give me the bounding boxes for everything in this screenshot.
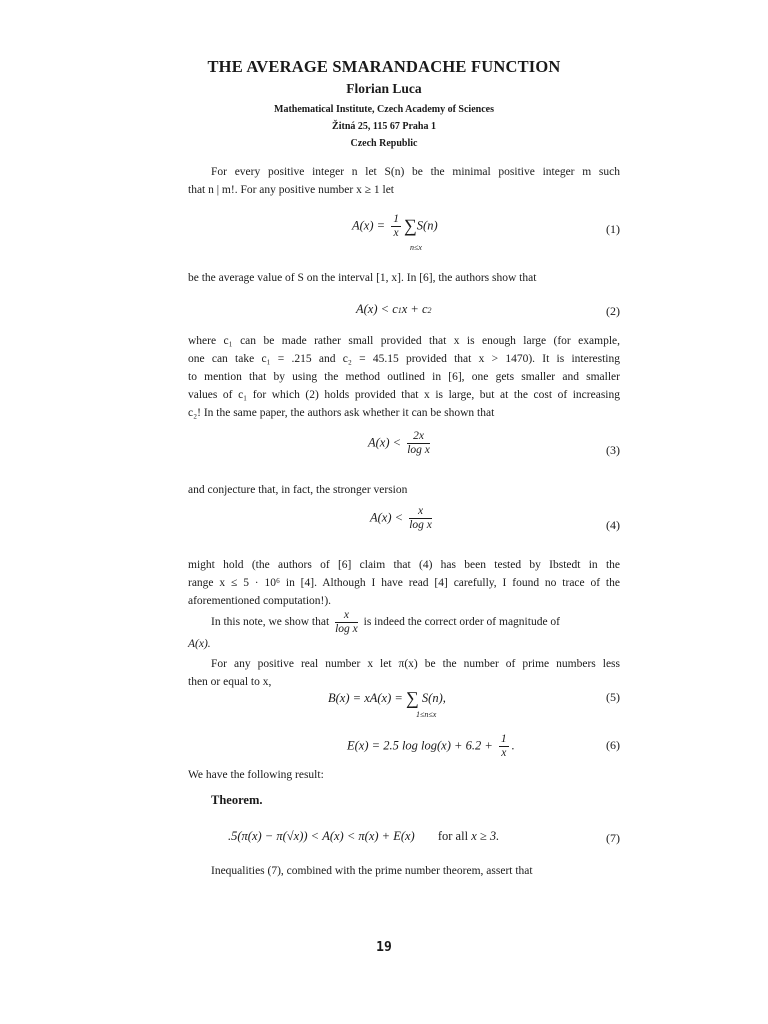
- paragraph-inequalities: [188, 862, 620, 880]
- paragraph-intro: [188, 163, 620, 199]
- paragraph-result: [188, 766, 620, 784]
- text-line: Inequalities (7), combined with the prime number theorem, assert that: [211, 865, 533, 877]
- equation-number-4: (4): [606, 518, 620, 532]
- paragraph-constants: [188, 332, 620, 422]
- equation-2: A(x) < c1x + c2: [356, 302, 432, 316]
- paragraph-average: [188, 269, 620, 287]
- text-line: then or equal to x,: [188, 676, 272, 688]
- affiliation-institute: Mathematical Institute, Czech Academy of Sciences: [274, 104, 494, 115]
- text-line: For every positive integer n let S(n) be the minimal positive integer m such: [211, 166, 620, 178]
- affiliation-country: Czech Republic: [350, 138, 418, 149]
- equation-4: A(x) < $\frac{x}{\text{log x}}$: [370, 505, 432, 531]
- text-line: and conjecture that, in fact, the stronger version: [188, 484, 408, 496]
- text-fragment: is indeed the correct order of magnitude of: [363, 616, 561, 629]
- equation-number-6: (6): [606, 738, 620, 752]
- text-line: might hold (the authors of [6] claim that (4) has been tested by Ibstedt in the: [188, 559, 620, 571]
- equation-5: B(x) = xA(x) = ∑ S(n), 1≤n≤x: [328, 688, 446, 719]
- theorem-heading: Theorem.: [211, 793, 263, 807]
- equation-1: A(x) = $\frac{1}{x}$ ∑S(n) n≤x: [352, 213, 438, 252]
- text-line: to mention that by using the method outlined in [6], one gets smaller and smaller: [188, 371, 620, 383]
- text-line: that n | m!. For any positive number x ≥ 1 let: [188, 184, 395, 196]
- text-line: A(x).: [188, 638, 211, 650]
- text-line: range x ≤ 5 · 10⁶ in [4]. Although I have read [4] carefully, I found no trace of the: [188, 577, 620, 589]
- text-line: For any positive real number x let π(x) be the number of prime numbers less: [211, 658, 620, 670]
- paragraph-prime: [188, 655, 620, 691]
- paragraph-conjecture: [188, 481, 620, 499]
- paragraph-ibstedt: [188, 556, 620, 610]
- text-line: one can take c₁ = .215 and c₂ = 45.15 provided that x > 1470). It is interesting: [188, 353, 620, 365]
- equation-number-3: (3): [606, 443, 620, 457]
- author-name: Florian Luca: [346, 81, 422, 96]
- paragraph-note: In this note, we show that $\frac{x}{\text{log x}}$ is indeed the correct order of magnitude of A(x).: [188, 609, 620, 653]
- equation-7: .5(π(x) − π(√x)) < A(x) < π(x) + E(x) for all x ≥ 3.: [228, 829, 500, 843]
- paper-title: THE AVERAGE SMARANDACHE FUNCTION: [207, 57, 561, 76]
- text-fragment: In this note, we show that: [211, 616, 330, 629]
- text-line: c₂! In the same paper, the authors ask whether it can be shown that: [188, 407, 495, 419]
- equation-3: A(x) < $\frac{2x}{\text{log x}}$: [368, 430, 430, 456]
- text-line: be the average value of S on the interval [1, x]. In [6], the authors show that: [188, 272, 537, 284]
- text-line: where c₁ can be made rather small provided that x is enough large (for example,: [188, 335, 620, 347]
- text-line: aforementioned computation!).: [188, 595, 332, 607]
- text-line: We have the following result:: [188, 769, 324, 781]
- equation-number-1: (1): [606, 222, 620, 236]
- equation-number-2: (2): [606, 304, 620, 318]
- equation-number-5: (5): [606, 690, 620, 704]
- affiliation-address: Žitná 25, 115 67 Praha 1: [332, 121, 436, 132]
- equation-6: E(x) = 2.5 log log(x) + 6.2 + $\frac{1}{x}$ .: [347, 733, 515, 759]
- equation-number-7: (7): [606, 831, 620, 845]
- page-number: 19: [376, 940, 392, 955]
- text-line: values of c₁ for which (2) holds provided that x is large, but at the cost of increasing: [188, 389, 620, 401]
